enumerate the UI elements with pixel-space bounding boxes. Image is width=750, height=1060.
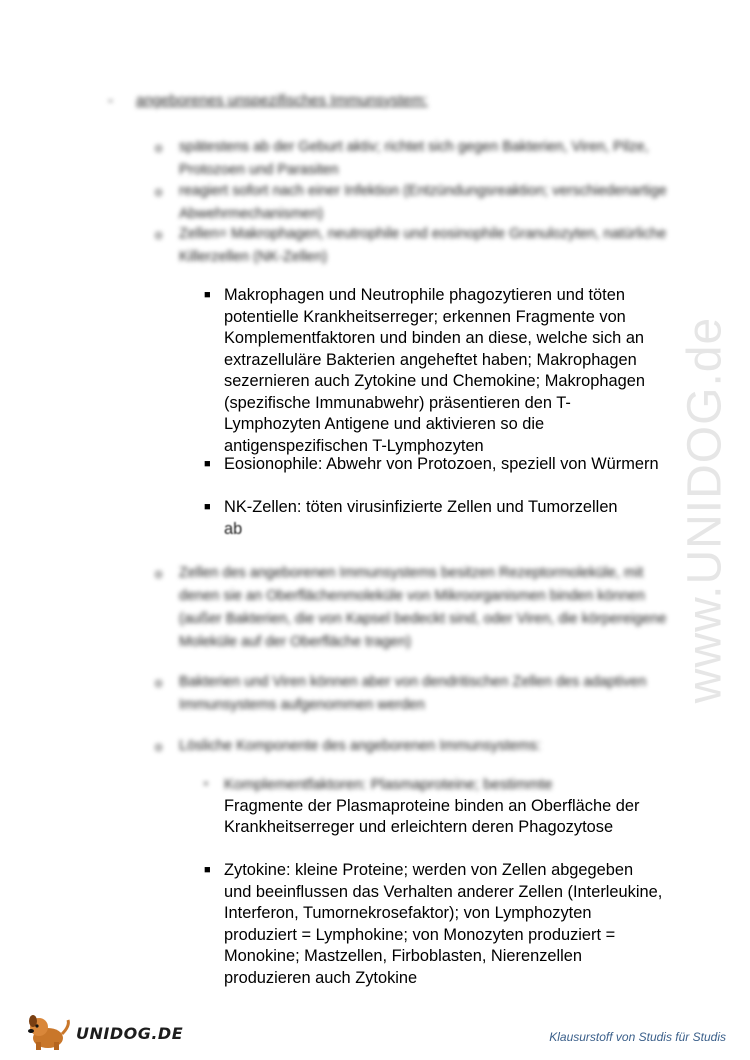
logo-text: UNIDOG.DE	[76, 1024, 184, 1043]
soluble-item-cytokines	[204, 860, 664, 989]
intro-item	[155, 180, 675, 226]
intro-item-text: reagiert sofort nach einer Infektion (Entzündungsreaktion; verschiedenartige Abwehrmechanismen)	[179, 183, 667, 222]
square-bullet-icon: •	[204, 778, 208, 790]
unidog-logo[interactable]	[24, 1012, 184, 1052]
cell-item	[204, 454, 664, 476]
soluble-heading	[155, 735, 675, 758]
cell-item-tail-text: ab	[224, 520, 243, 538]
square-bullet-icon: ■	[204, 864, 211, 876]
cytokines-text: Zytokine: kleine Proteine; werden von Zellen abgegeben und beeinflussen das Verhalten anderer Zellen (Interleukine, Interferon, Tumornekrosefaktor); von Lymphozyten produziert = Lymphokine; von Monozyten produziert = Monokine; Mastzellen, Firboblasten, Nierenzellen produzieren auch Zytokine	[224, 861, 663, 987]
intro-item-text: spätestens ab der Geburt aktiv; richtet sich gegen Bakterien, Viren, Pilze, Protozoen und Parasiten	[179, 139, 649, 178]
cell-item	[204, 497, 664, 519]
soluble-item-complement	[204, 774, 664, 839]
cell-item-text: Eosionophile: Abwehr von Protozoen, speziell von Würmern	[224, 455, 659, 473]
receptor-item-text: Zellen des angeborenen Immunsystems besitzen Rezeptormoleküle, mit denen sie an Oberflächenmoleküle von Mikroorganismen binden können (außer Bakterien, die von Kapsel bedeckt sind, oder Viren, die körpereigene Moleküle auf der Oberfläche tragen)	[179, 565, 667, 650]
circle-bullet-icon: o	[155, 140, 163, 155]
complement-text: Fragmente der Plasmaproteine binden an Oberfläche der Krankheitserreger und erleichtern deren Phagozytose	[224, 796, 640, 836]
dash-bullet: -	[108, 92, 113, 109]
soluble-heading-text: Lösliche Komponente des angeborenen Immunsystems:	[179, 738, 541, 754]
dog-icon	[24, 1012, 74, 1052]
footer-tagline: Klausurstoff von Studis für Studis	[549, 1030, 726, 1044]
intro-item	[155, 223, 675, 269]
watermark: www.UNIDOG.de	[678, 316, 732, 704]
circle-bullet-icon: o	[155, 739, 163, 754]
receptor-item	[155, 562, 675, 654]
complement-blurred-text: Komplementfaktoren: Plasmaproteine; bestimmte	[224, 776, 553, 793]
circle-bullet-icon: o	[155, 227, 163, 242]
intro-item	[155, 136, 675, 182]
circle-bullet-icon: o	[155, 675, 163, 690]
circle-bullet-icon: o	[155, 184, 163, 199]
cell-item-text: Makrophagen und Neutrophile phagozytieren und töten potentielle Krankheitserreger; erkennen Fragmente von Komplementfaktoren und binden an diese, welche sich an extrazelluläre Bakterien angeheftet haben; Makrophagen sezernieren auch Zytokine und Chemokine; Makrophagen (spezifische Immunabwehr) präsentieren den T-Lymphozyten Antigene und aktivieren so die antigenspezifischen T-Lymphozyten	[224, 286, 645, 455]
cell-item-text: NK-Zellen: töten virusinfizierte Zellen und Tumorzellen	[224, 498, 618, 516]
square-bullet-icon: ■	[204, 289, 211, 301]
cell-item	[204, 285, 664, 457]
receptor-item-text: Bakterien und Viren können aber von dendritischen Zellen des adaptiven Immunsystems aufgenommen werden	[179, 674, 647, 713]
square-bullet-icon: ■	[204, 501, 211, 513]
circle-bullet-icon: o	[155, 566, 163, 581]
cell-item-tail	[224, 519, 242, 549]
square-bullet-icon: ■	[204, 458, 211, 470]
receptor-item	[155, 671, 675, 717]
intro-item-text: Zellen= Makrophagen, neutrophile und eosinophile Granulozyten, natürliche Killerzellen (NK-Zellen)	[179, 226, 667, 265]
section-heading-text: angeborenes unspezifisches Immunsystem:	[136, 92, 428, 109]
